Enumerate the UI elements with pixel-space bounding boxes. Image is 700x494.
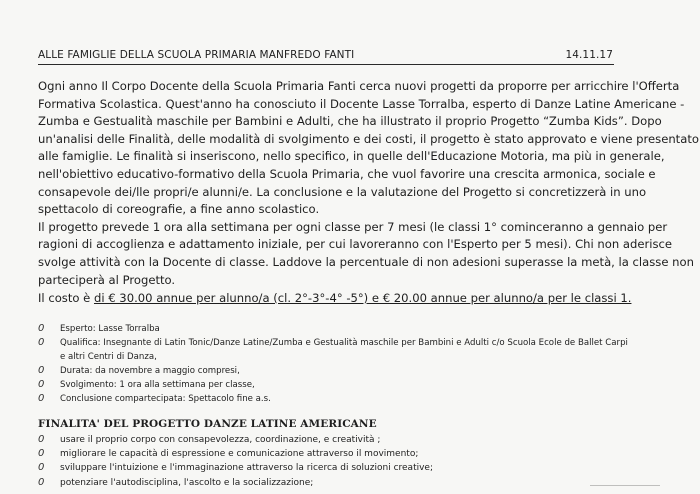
goal-text: potenziare l'autodisciplina, l'ascolto e la socializzazione;	[60, 477, 314, 488]
project-details-list	[38, 322, 678, 407]
scan-artifact	[590, 485, 660, 492]
bullet-marker: 0	[38, 337, 45, 349]
cost-line	[38, 290, 694, 308]
bullet-marker: 0	[38, 448, 45, 460]
text-line: Zumba e Gestualità maschile per Bambini e Adulti, che ha illustrato il proprio Progetto “Zumba Kids”. Dopo	[38, 114, 662, 129]
detail-conclusione: Conclusione compartecipata: Spettacolo fine a.s.	[60, 394, 271, 405]
text-line: Ogni anno Il Corpo Docente della Scuola Primaria Fanti cerca nuovi progetti da proporre per arricchire l'Offerta	[38, 79, 680, 93]
list-item	[38, 461, 678, 475]
bullet-marker: 0	[38, 365, 45, 377]
detail-esperto: Esperto: Lasse Torralba	[60, 324, 160, 334]
text-line: alle famiglie. Le finalità si inseriscono, nello specifico, in quelle dell'Educazione Motoria, ma più in generale,	[38, 149, 665, 164]
goals-list	[38, 433, 678, 490]
cost-details: di € 30.00 annue per alunno/a (cl. 2°-3°-4° -5°) e € 20.00 annue per alunno/a per le classi 1.	[93, 291, 632, 305]
detail-svolgimento: Svolgimento: 1 ora alla settimana per classe,	[60, 380, 255, 391]
header-rule	[38, 64, 614, 65]
text-line: ragioni di accoglienza e adattamento iniziale, per cui lavoreranno con l'Esperto per 5 mesi). Chi non aderisce	[38, 237, 673, 252]
list-item	[38, 392, 678, 406]
detail-qualifica: Qualifica: Insegnante di Latin Tonic/Danze Latine/Zumba e Gestualità maschile per Bambini e Adulti c/o Scuola Ecole de Ballet Carpi	[60, 338, 628, 349]
list-item	[38, 364, 678, 378]
text-line: Formativa Scolastica. Quest'anno ha conosciuto il Docente Lasse Torralba, esperto di Danze Latine Americane -	[38, 96, 685, 111]
text-line: Il progetto prevede 1 ora alla settimana per ogni classe per 7 mesi (le classi 1° cominceranno a gennaio per	[38, 219, 668, 234]
text-line: svolge attività con la Docente di classe. Laddove la percentuale di non adesioni superasse la metà, la classe non	[38, 254, 694, 269]
list-item	[38, 378, 678, 392]
header-title: ALLE FAMIGLIE DELLA SCUOLA PRIMARIA MANFREDO FANTI	[38, 49, 355, 61]
header-date: 14.11.17	[565, 49, 613, 61]
goal-text: migliorare le capacità di espressione e comunicazione attraverso il movimento;	[60, 449, 419, 460]
cost-prefix: Il costo è	[38, 291, 94, 305]
list-item	[38, 433, 678, 447]
text-line: un'analisi delle Finalità, delle modalità di svolgimento e dei costi, il progetto è stato approvato e viene presentato	[38, 131, 699, 146]
bullet-marker: 0	[38, 393, 45, 405]
bullet-marker: 0	[38, 476, 45, 488]
detail-qualifica-continued: e altri Centri di Danza,	[60, 352, 157, 363]
bullet-marker: 0	[38, 434, 45, 445]
list-item	[38, 447, 678, 461]
text-line: consapevole dei/lle propri/e alunni/e. La conclusione e la valutazione del Progetto si concretizzerà in uno	[38, 184, 647, 199]
list-item	[38, 476, 678, 490]
text-line: spettacolo di coreografie, a fine anno scolastico.	[38, 202, 320, 217]
list-item	[38, 322, 678, 336]
bullet-marker: 0	[38, 323, 45, 334]
text-line: nell'obiettivo educativo-formativo della Scuola Primaria, che vuol favorire una crescita armonica, sociale e	[38, 166, 656, 181]
detail-durata: Durata: da novembre a maggio compresi,	[60, 366, 240, 377]
bullet-marker: 0	[38, 379, 45, 391]
goal-text: usare il proprio corpo con consapevolezza, coordinazione, e creatività ;	[60, 435, 381, 445]
bullet-marker: 0	[38, 462, 45, 474]
list-item	[38, 336, 678, 350]
intro-paragraph	[38, 78, 699, 289]
goal-text: sviluppare l'intuizione e l'immaginazione attraverso la ricerca di soluzioni creative;	[60, 463, 433, 474]
text-line: parteciperà al Progetto.	[38, 272, 176, 287]
goals-heading: FINALITA' DEL PROGETTO DANZE LATINE AMERICANE	[38, 418, 377, 430]
list-item-continuation	[38, 350, 678, 364]
